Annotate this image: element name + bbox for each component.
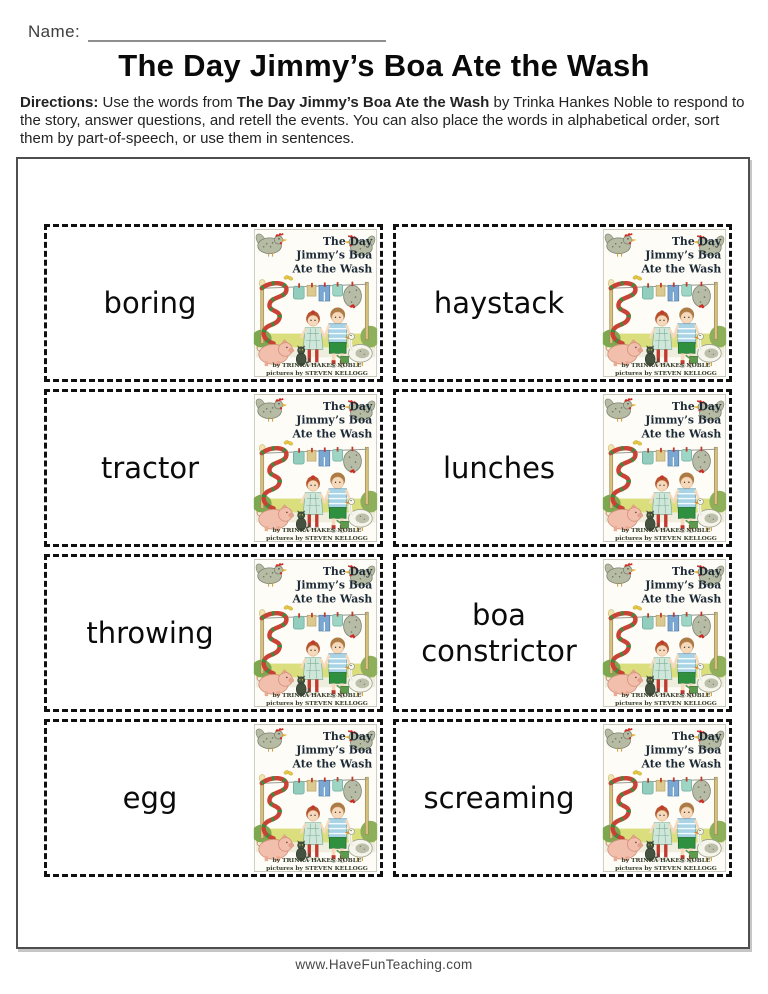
word-card-lunches [393, 389, 732, 547]
word-card-boa-constrictor [393, 554, 732, 712]
book-cover-image [602, 724, 727, 872]
card-word: boring [103, 285, 197, 320]
card-word: throwing [86, 615, 214, 650]
card-word: tractor [100, 450, 200, 485]
cards-container [16, 157, 750, 949]
card-word: haystack [433, 285, 565, 320]
book-cover-image [253, 394, 378, 542]
directions-book-title: The Day Jimmy’s Boa Ate the Wash [236, 94, 490, 111]
book-cover-image [602, 229, 727, 377]
card-word: lunches [442, 450, 556, 485]
card-word: boa constrictor [421, 597, 577, 668]
card-word: egg [122, 780, 178, 815]
word-card-egg [44, 719, 383, 877]
word-card-tractor [44, 389, 383, 547]
directions-rest: by Trinka Hankes Noble to respond to the story, answer questions, and retell the events. You can also place the words in alphabetical order, sort them by part-of-speech, or use them in sentences. [20, 94, 745, 147]
directions-label: Directions: [20, 94, 99, 111]
book-cover-image [602, 394, 727, 542]
word-card-screaming [393, 719, 732, 877]
book-cover-image [602, 559, 727, 707]
directions-lead: Use the words from [98, 94, 237, 111]
name-label: Name: [28, 22, 81, 41]
name-input-line[interactable] [88, 24, 386, 42]
page-title: The Day Jimmy’s Boa Ate the Wash [118, 48, 650, 83]
book-cover-image [253, 229, 378, 377]
directions-text [20, 94, 756, 148]
footer-url: www.HaveFunTeaching.com [295, 957, 473, 972]
cards-grid [44, 224, 732, 877]
book-cover-image [253, 559, 378, 707]
word-card-haystack [393, 224, 732, 382]
word-card-throwing [44, 554, 383, 712]
book-cover-image [253, 724, 378, 872]
card-word: screaming [423, 780, 575, 815]
word-card-boring [44, 224, 383, 382]
